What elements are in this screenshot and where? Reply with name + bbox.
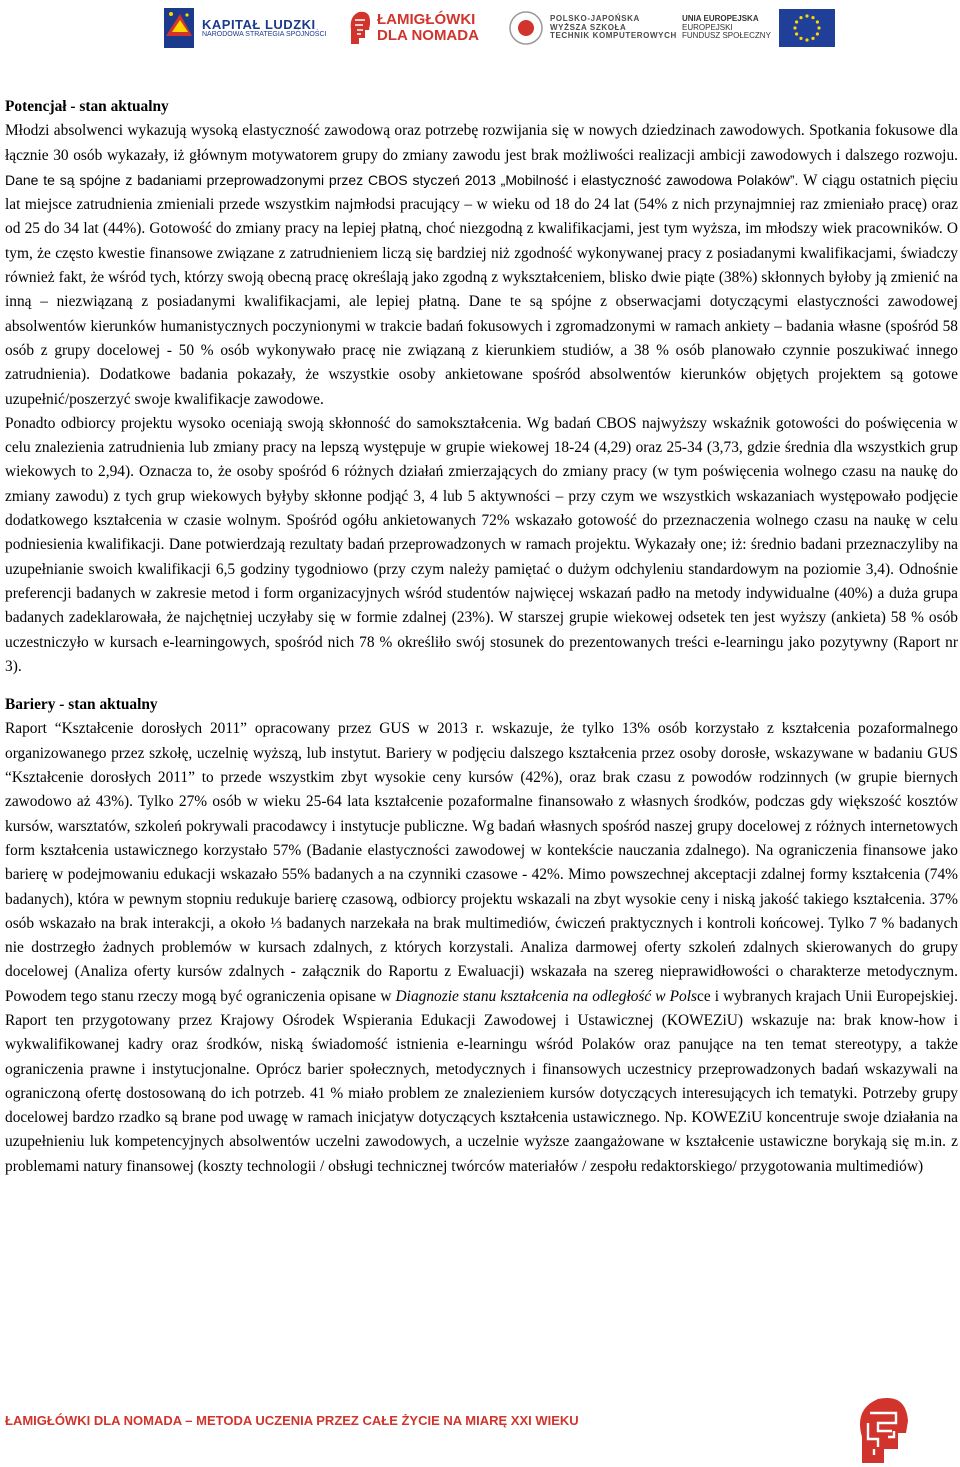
section-heading-potencjal: Potencjał - stan aktualny xyxy=(5,98,169,115)
paragraph-text: W ciągu ostatnich pięciu lat miejsce zatrudnienia zmieniali przede wszystkim najmłodsi pracujący – w wieku od 18 do 24 lat (54% z nich przynajmniej raz zmieniało pracę) oraz od 25 do 34 lat (44%). Gotowość do zmiany pracy na lepiej płatną, choć niezgodną z kwalifikacjami, jest tym wyższa, im młodszy wiek pracowników. O tym, że często kwestie finansowe związane z zatrudnieniem liczą się bardziej niż zgodność wykonywanej pracy z posiadanymi kwalifikacjami, świadczy również fakt, że wśród tych, którzy swoją obecną pracę określają jako zgodną z wykształceniem, blisko dwie piąte (38%) skłonnych byłoby ją zmienić na inną – niezwiązaną z posiadanymi kwalifikacjami, ale lepiej płatną. Dane te są spójne z obserwacjami dotyczącymi elastyczności zawodowej absolwentów kierunków humanistycznych poczynionymi w trakcie badań fokusowych i zgromadzonymi w ramach ankiety – badania własne (spośród 58 osób z grupy docelowej - 50 % osób wykonywało pracę nie związaną z kierunkiem studiów, a 38 % osób planowało czynnie poszukiwać innego zatrudnienia). Dodatkowe badania pokazały, że wszystkie osoby ankietowane spośród absolwentów kierunków objętych projektem są gotowe uzupełnić/poszerzyć swoje kwalifikacje zawodowe. xyxy=(5,171,958,408)
kapital-ludzki-emblem-icon xyxy=(162,6,196,50)
section-heading-bariery: Bariery - stan aktualny xyxy=(5,696,158,714)
pjwstk-logo xyxy=(508,4,677,52)
paragraph-text: Raport “Kształcenie dorosłych 2011” opracowany przez GUS w 2013 r. wskazuje, że tylko 13% osób korzystało z kształcenia pozaformalnego organizowanego przez szkołę, uczelnię wyższą, lub instytut. Bariery w podjęciu dalszego kształcenia przez osoby dorosłe, wskazywane w badaniu GUS “Kształcenie dorosłych 2011” to przede wszystkim zbyt wysokie ceny kursów (42%), oraz brak czasu z powodów rodzinnych (w grupie biernych zawodowo aż 43%). Tylko 27% osób w wieku 25-64 lata kształcenie pozaformalne finansowało z własnych środków, podczas gdy większość kosztów kursów, warsztatów, szkoleń pokrywali pracodawcy i instytucje publiczne. Wg badań własnych spośród naszej grupy docelowej z różnych internetowych form kształcenia ustawicznego korzystało 57% (Badanie elastyczności zawodowej w kontekście nauczania zdalnego). Na ograniczenia finansowe jako barierę w podejmowaniu edukacji wskazało 55% badanych a na czynniki czasowe - 42%. Mimo powszechnej akceptacji zdalnej formy kształcenia (74% badanych), która w pewnym stopniu redukuje barierę czasową, odbiorcy projektu wskazali na zbyt wysokie ceny i niską jakość takiego kształcenia. 37% osób wskazało na brak interakcji, a około ⅓ badanych narzekała na brak multimediów, ćwiczeń praktycznych i kontroli końcowej. Tylko 7 % badanych nie dostrzegło żadnych problemów w kursach zdalnych, z których korzystali. Analiza darmowej oferty szkoleń zdalnych skierowanych do grupy docelowej (Analiza oferty kursów zdalnych - załącznik do Raportu z Ewaluacji) wskazała na szereg nieprawidłowości o charakterze metodycznym. Powodem tego stanu rzeczy mogą być ograniczenia opisane w xyxy=(5,720,958,1005)
cbos-citation: Dane te są spójne z badaniami przeprowadzonymi przez CBOS styczeń 2013 „Mobilność i elastyczność zawodowa Polaków”. xyxy=(5,171,799,188)
eu-flag-icon xyxy=(779,9,835,47)
maze-head-footer-icon xyxy=(848,1393,918,1465)
kapital-title: KAPITAŁ LUDZKI xyxy=(202,16,316,32)
paragraph xyxy=(5,717,958,1179)
lamiglowki-logo xyxy=(345,4,479,52)
paragraph: Ponadto odbiorcy projektu wysoko oceniają swoją skłonność do samokształcenia. Wg badań CBOS najwyższy wskaźnik gotowości do poświęcenia w celu znalezienia zatrudnienia lub zmiany pracy na lepszą występuje w grupie wiekowej 18-24 (4,29) oraz 25-34 (3,73, gdzie średnia dla wszystkich grup wiekowych to 2,94). Oznacza to, że osoby spośród 6 różnych działań zmierzających do zmiany pracy (w tym poświęcenia wolnego czasu na naukę do zmiany zawodu) z tych grup wiekowych byłyby skłonne podjąć 3, 4 lub 5 aktywności – przy czym we wszystkich wskazaniach występowało podjęcie dodatkowego kształcenia w czasie wolnym. Spośród ogółu ankietowanych 72% wskazało gotowość do przeznaczenia wolnego czasu na naukę w celu podniesienia kwalifikacji. Dane potwierdzają rezultaty badań przeprowadzonych w ramach projektu. Wykazały one; iż: średnio badani przeznaczyliby na uzupełnianie swoich kwalifikacji 6,5 godziny tygodniowo (przy czym należy pamiętać o dużym odchyleniu standardowym na poziomie 3,4). Odnośnie preferencji badanych w zakresie metod i form organizacyjnych wśród studentów najwięcej wskazań padło na metody indywidualne (40%) a duża grupa badanych zadeklarowała, że najchętniej uczyłaby się w formie zdalnej (23%). W starszej grupie wiekowej odsetek ten jest wyższy (ankieta) 58 % osób uczestniczyło w kursach e-learningowych, spośród nich 78 % określiło swój stosunek do prezentowanych treści e-learningu jako pozytywny (Raport nr 3). xyxy=(5,414,958,675)
lamiglowki-title-2: DLA NOMADA xyxy=(377,27,479,44)
ue-line-3: FUNDUSZ SPOŁECZNY xyxy=(682,31,771,41)
ue-line-1: UNIA EUROPEJSKA xyxy=(682,14,759,24)
paragraph xyxy=(5,119,958,412)
italic-title: Diagnozie stanu kształcenia na odległość w Pols xyxy=(395,987,698,1005)
paragraph-text: Młodzi absolwenci wykazują wysoką elastyczność zawodową oraz potrzebę rozwijania się w nowych dziedzinach zawodowych. Spotkania fokusowe dla łącznie 30 osób wykazały, iż głównym motywatorem grupy do zmiany zawodu jest brak możliwości realizacji ambicji zawodowych i dalszego rozwoju. xyxy=(5,122,958,164)
pjwstk-line-3: TECHNIK KOMPUTEROWYCH xyxy=(550,31,677,41)
maze-head-icon xyxy=(345,8,373,48)
ue-line-2: EUROPEJSKI xyxy=(682,22,733,32)
document-body xyxy=(5,95,958,1179)
kapital-subtitle: NARODOWA STRATEGIA SPÓJNOŚCI xyxy=(202,31,327,39)
header-logos xyxy=(0,0,960,56)
pjwstk-line-1: POLSKO-JAPOŃSKA xyxy=(550,14,640,24)
kapital-ludzki-logo xyxy=(162,4,326,52)
pjwstk-line-2: WYŻSZA SZKOŁA xyxy=(550,22,627,32)
lamiglowki-title-1: ŁAMIGŁÓWKI xyxy=(377,11,476,29)
eu-logo xyxy=(682,4,835,52)
paragraph-text: ce i wybranych krajach Unii Europejskiej. Raport ten przygotowany przez Krajowy Ośrodek Wspierania Edukacji Zawodowej i Ustawicznej (KOWEZiU) wskazuje na: brak know-how i wykwalifikowanej kadry oraz środków, niską świadomość istnienia e-learningu wśród Polaków oraz panujące na ten temat stereotypy, a także ograniczenia prawne i instytucjonalne. Oprócz barier społecznych, metodycznych i finansowych uczestnicy przeprowadzonych badań wskazywali na ograniczoną ofertę dostosowaną do ich potrzeb. 41 % miało problem ze znalezieniem kursów dotyczących interesujących ich tematyki. Potrzeby grupy docelowej bardzo rzadko są brane pod uwagę w ramach inicjatyw dotyczących kształcenia ustawicznego. Np. KOWEZiU koncentruje swoje działania na uzupełnieniu luk kompetencyjnych absolwentów uczelni zawodowych, a uczelnie wyższe zaangażowane w kształcenie ustawiczne borykają się m.in. z problemami natury finansowej (koszty technologii / obsługi technicznej twórców materiałów / zespołu redaktorskiego/ przygotowania multimediów) xyxy=(5,987,958,1175)
pjwstk-emblem-icon xyxy=(508,10,544,46)
footer-tagline: ŁAMIGŁÓWKI DLA NOMADA – METODA UCZENIA PRZEZ CAŁE ŻYCIE NA MIARĘ XXI WIEKU xyxy=(5,1413,579,1428)
